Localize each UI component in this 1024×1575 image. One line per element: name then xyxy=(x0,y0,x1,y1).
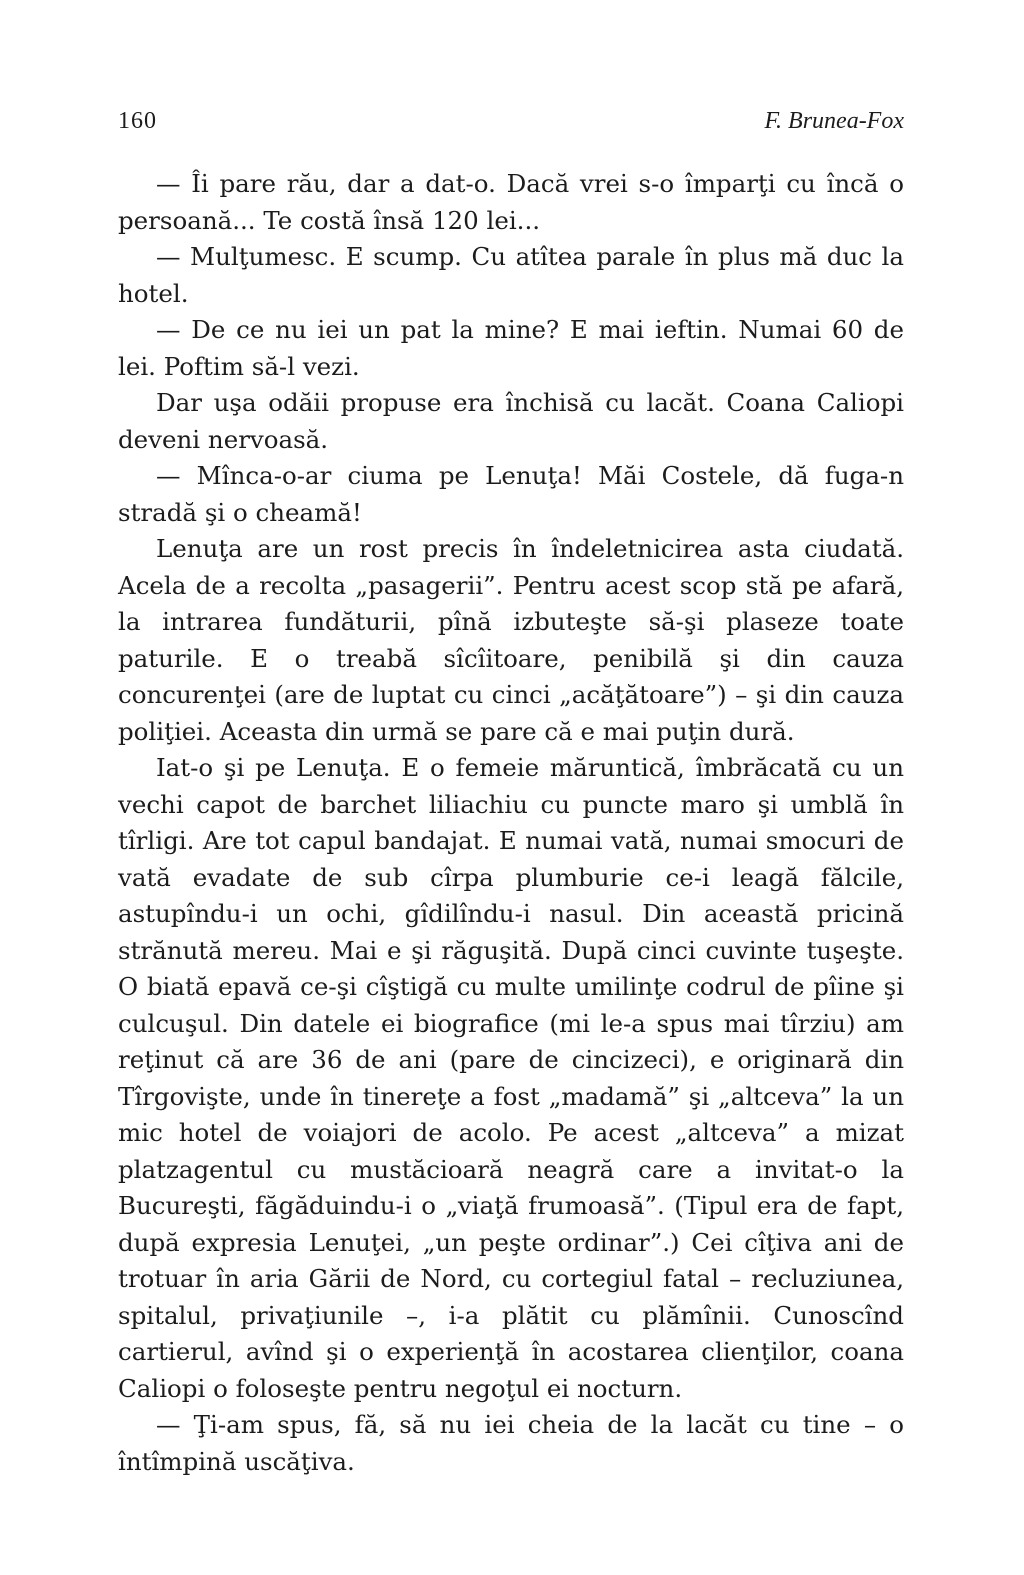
paragraph-6: Lenuţa are un rost precis în îndeletnicirea asta ciudată. Acela de a recolta „pasagerii”. Pentru acest scop stă pe afară, la intrarea fundăturii, pînă izbuteşte să-şi plaseze toate paturile. E o treabă sîcîitoare, penibilă şi din cauza concurenţei (are de luptat cu cinci „acăţătoare”) – şi din cauza poliţiei. Aceasta din urmă se pare că e mai puţin dură. xyxy=(118,534,904,746)
page-number: 160 xyxy=(118,108,157,134)
paragraph-4: Dar uşa odăii propuse era închisă cu lacăt. Coana Caliopi deveni nervoasă. xyxy=(118,388,904,454)
author-name: F. Brunea-Fox xyxy=(764,108,904,134)
paragraph-3: — De ce nu iei un pat la mine? E mai ieftin. Numai 60 de lei. Poftim să-l vezi. xyxy=(118,315,904,381)
book-page xyxy=(118,108,904,1480)
paragraph-1: — Îi pare rău, dar a dat-o. Dacă vrei s-o împarţi cu încă o persoană... Te costă însă 120 lei... xyxy=(118,169,904,235)
body-text xyxy=(118,166,904,1480)
paragraph-2: — Mulţumesc. E scump. Cu atîtea parale în plus mă duc la hotel. xyxy=(118,242,904,308)
paragraph-7: Iat-o şi pe Lenuţa. E o femeie măruntică, îmbrăcată cu un vechi capot de barchet liliachiu cu puncte maro şi umblă în tîrligi. Are tot capul bandajat. E numai vată, numai smocuri de vată evadate de sub cîrpa plumburie ce-i leagă fălcile, astupîndu-i un ochi, gîdilîndu-i nasul. Din această pricină strănută mereu. Mai e şi răguşită. După cinci cuvinte tuşeşte. O biată epavă ce-şi cîştigă cu multe umilinţe codrul de pîine şi culcuşul. Din datele ei biografice (mi le-a spus mai tîrziu) am reţinut că are 36 de ani (pare de cincizeci), e originară din Tîrgovişte, unde în tinereţe a fost „madamă” şi „altceva” la un mic hotel de voiajori de acolo. Pe acest „altceva” a mizat platzagentul cu mustăcioară neagră care a invitat-o la Bucureşti, făgăduindu-i o „viaţă frumoasă”. (Tipul era de fapt, după expresia Lenuţei, „un peşte ordinar”.) Cei cîţiva ani de trotuar în aria Gării de Nord, cu cortegiul fatal – recluziunea, spitalul, privaţiunile –, i-a plătit cu plămînii. Cunoscînd cartierul, avînd şi o experienţă în acostarea clienţilor, coana Caliopi o foloseşte pentru negoţul ei nocturn. xyxy=(118,753,904,1403)
paragraph-8: — Ţi-am spus, fă, să nu iei cheia de la lacăt cu tine – o întîmpină uscăţiva. xyxy=(118,1410,904,1476)
running-head xyxy=(118,108,904,154)
paragraph-5: — Mînca-o-ar ciuma pe Lenuţa! Măi Costele, dă fuga-n stradă şi o cheamă! xyxy=(118,461,904,527)
